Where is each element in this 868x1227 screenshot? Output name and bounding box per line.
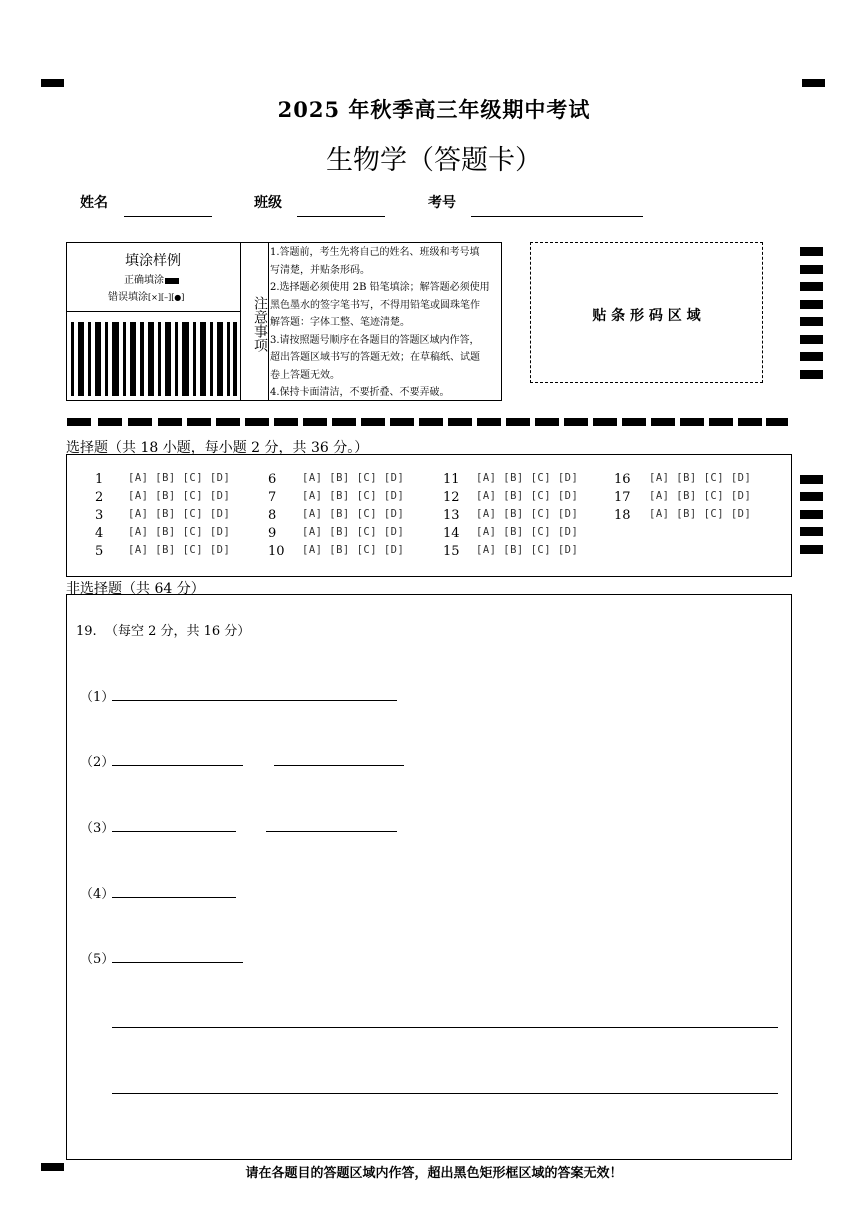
- answer-options[interactable]: [A] [B] [C] [D]: [476, 526, 579, 538]
- answer-options[interactable]: [A] [B] [C] [D]: [302, 472, 405, 484]
- part-label: （2）: [80, 755, 115, 770]
- question-number: 8: [268, 508, 277, 523]
- notice-line: 卷上答题无效。: [270, 369, 340, 381]
- exam-id-field[interactable]: [471, 216, 643, 217]
- question-number: 15: [443, 544, 460, 559]
- answer-line[interactable]: [112, 1093, 778, 1094]
- answer-options[interactable]: [A] [B] [C] [D]: [302, 544, 405, 556]
- divider: [268, 242, 269, 401]
- question-number: 17: [614, 490, 631, 505]
- nonmc-answer-box: [66, 594, 792, 1160]
- divider: [66, 311, 240, 312]
- notice-line: 3.请按照题号顺序在各题目的答题区域内作答，: [270, 334, 480, 346]
- answer-line[interactable]: [266, 831, 397, 832]
- question-number: 7: [268, 490, 277, 505]
- wrong-marks: [×][–][●]: [148, 293, 185, 302]
- answer-options[interactable]: [A] [B] [C] [D]: [302, 490, 405, 502]
- class-field[interactable]: [297, 216, 385, 217]
- answer-options[interactable]: [A] [B] [C] [D]: [128, 490, 231, 502]
- question-number: 4: [95, 526, 104, 541]
- answer-options[interactable]: [A] [B] [C] [D]: [128, 526, 231, 538]
- question-number: 10: [268, 544, 285, 559]
- notice-line: 解答题：字体工整、笔迹清楚。: [270, 317, 410, 328]
- mc-section-title: 选择题（共 18 小题，每小题 2 分，共 36 分。）: [66, 440, 369, 456]
- answer-options[interactable]: [A] [B] [C] [D]: [476, 544, 579, 556]
- q19-title: 19. （每空 2 分，共 16 分）: [76, 624, 251, 639]
- part-label: （1）: [80, 690, 115, 705]
- answer-options[interactable]: [A] [B] [C] [D]: [649, 472, 752, 484]
- answer-options[interactable]: [A] [B] [C] [D]: [302, 526, 405, 538]
- question-number: 2: [95, 490, 104, 505]
- answer-line[interactable]: [112, 1027, 778, 1028]
- answer-options[interactable]: [A] [B] [C] [D]: [476, 472, 579, 484]
- answer-line[interactable]: [274, 765, 404, 766]
- question-number: 9: [268, 526, 277, 541]
- sample-correct-label: 正确填涂: [124, 275, 164, 286]
- class-label: 班级: [254, 195, 282, 211]
- question-number: 5: [95, 544, 104, 559]
- answer-options[interactable]: [A] [B] [C] [D]: [128, 544, 231, 556]
- question-number: 18: [614, 508, 631, 523]
- registration-mark: [41, 79, 64, 87]
- answer-options[interactable]: [A] [B] [C] [D]: [476, 508, 579, 520]
- notice-label: 注意事项: [252, 296, 268, 352]
- question-number: 16: [614, 472, 631, 487]
- answer-options[interactable]: [A] [B] [C] [D]: [128, 508, 231, 520]
- answer-options[interactable]: [A] [B] [C] [D]: [302, 508, 405, 520]
- answer-line[interactable]: [112, 897, 236, 898]
- part-label: （3）: [80, 821, 115, 836]
- part-label: （5）: [80, 952, 115, 967]
- notice-line: 写清楚，并贴条形码。: [270, 264, 370, 276]
- question-number: 6: [268, 472, 277, 487]
- question-number: 12: [443, 490, 460, 505]
- sample-wrong-row: [108, 288, 184, 303]
- answer-line[interactable]: [112, 962, 243, 963]
- question-number: 11: [443, 472, 460, 487]
- exam-id-label: 考号: [428, 195, 456, 211]
- answer-options[interactable]: [A] [B] [C] [D]: [128, 472, 231, 484]
- name-label: 姓名: [80, 195, 108, 211]
- notice-line: 2.选择题必须使用 2B 铅笔填涂；解答题必须使用: [270, 282, 490, 293]
- sample-wrong-label: 错误填涂: [108, 292, 148, 303]
- card-title: 生物学（答题卡）: [326, 145, 542, 176]
- footer-warning: 请在各题目的答题区域内作答，超出黑色矩形框区域的答案无效！: [245, 1166, 623, 1181]
- question-number: 1: [95, 472, 104, 487]
- sample-correct-row: [124, 271, 179, 286]
- notice-line: 4.保持卡面清洁，不要折叠、不要弄破。: [270, 387, 450, 398]
- notice-line: 1.答题前，考生先将自己的姓名、班级和考号填: [270, 247, 480, 258]
- name-field[interactable]: [124, 216, 212, 217]
- answer-line[interactable]: [112, 765, 243, 766]
- barcode-icon: [71, 322, 237, 396]
- registration-mark: [802, 79, 825, 87]
- part-label: （4）: [80, 887, 115, 902]
- question-number: 3: [95, 508, 104, 523]
- barcode-area-label: 贴 条 形 码 区 域: [592, 308, 701, 324]
- answer-options[interactable]: [A] [B] [C] [D]: [476, 490, 579, 502]
- notice-text: [270, 244, 502, 402]
- answer-line[interactable]: [112, 831, 236, 832]
- question-number: 13: [443, 508, 460, 523]
- answer-options[interactable]: [A] [B] [C] [D]: [649, 490, 752, 502]
- answer-line[interactable]: [112, 700, 397, 701]
- notice-line: 超出答题区域书写的答题无效；在草稿纸、试题: [270, 352, 480, 363]
- filled-mark-icon: [165, 278, 179, 284]
- question-number: 14: [443, 526, 460, 541]
- sample-title: 填涂样例: [125, 253, 181, 269]
- exam-title: 2025 年秋季高三年级期中考试: [277, 97, 591, 122]
- notice-line: 黑色墨水的签字笔书写，不得用铅笔或圆珠笔作: [270, 299, 480, 311]
- answer-options[interactable]: [A] [B] [C] [D]: [649, 508, 752, 520]
- nonmc-section-title: 非选择题（共 64 分）: [66, 581, 205, 597]
